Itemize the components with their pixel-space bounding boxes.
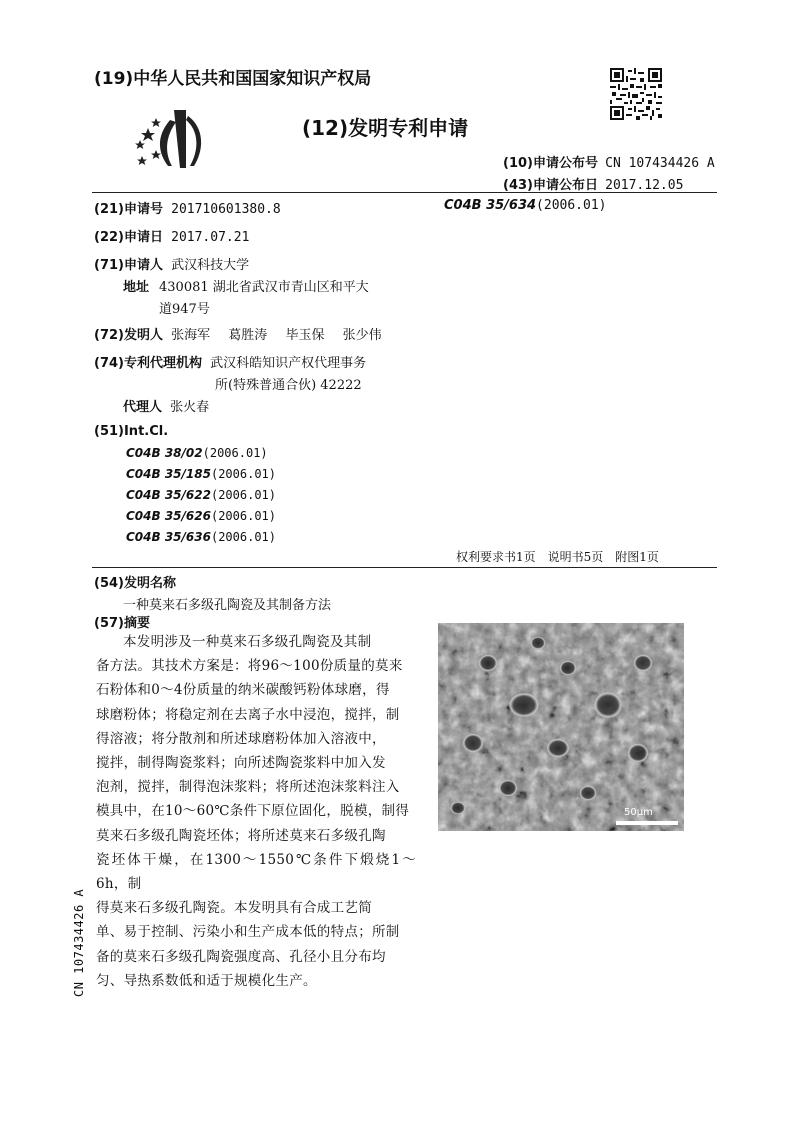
- ipc-main: [444, 198, 607, 213]
- abstract-line: 模具中，在10～60℃条件下原位固化，脱模，制得: [96, 803, 410, 820]
- address-label: 地址: [123, 280, 150, 295]
- applicant-label: (71)申请人: [94, 258, 163, 273]
- publication-date-value: 2017.12.05: [605, 178, 684, 193]
- application-number-value: 201710601380.8: [171, 202, 281, 217]
- application-date-value: 2017.07.21: [171, 230, 250, 245]
- application-number-label: (21)申请号: [94, 202, 163, 217]
- abstract-line: 单、易于控制、污染小和生产成本低的特点；所制: [96, 924, 400, 941]
- abstract-line: 得莫来石多级孔陶瓷。本发明具有合成工艺简: [96, 900, 372, 917]
- abstract-line: 石粉体和0～4份质量的纳米碳酸钙粉体球磨，得: [96, 682, 390, 699]
- publication-date-label: (43)申请公布日: [503, 178, 598, 193]
- inventor-4: 张少伟: [342, 328, 382, 343]
- abstract-line: 备方法。其技术方案是：将96～100份质量的莫来: [96, 658, 403, 675]
- abstract-line: 泡剂，搅拌，制得泡沫浆料；将所述泡沫浆料注入: [96, 779, 400, 796]
- applicant-value: 武汉科技大学: [171, 258, 250, 273]
- abstract-line: 搅拌，制得陶瓷浆料；向所述陶瓷浆料中加入发: [96, 755, 386, 772]
- abstract-label: (57)摘要: [94, 616, 150, 631]
- int-cl-label: (51)Int.Cl.: [94, 424, 169, 439]
- ipc-main-version: (2006.01): [536, 198, 607, 213]
- scale-bar-label: 50μm: [624, 807, 653, 818]
- application-date: [94, 226, 249, 245]
- int-cl-item: C04B 35/622(2006.01): [126, 488, 276, 502]
- agency-label: (74)专利代理机构: [94, 356, 202, 371]
- abstract-line: 匀、导热系数低和适于规模化生产。: [96, 972, 317, 989]
- document-type: (12)发明专利申请: [302, 116, 469, 140]
- invention-title-label: (54)发明名称: [94, 576, 176, 591]
- office-name: (19)中华人民共和国国家知识产权局: [94, 69, 372, 89]
- application-number: [94, 198, 281, 217]
- agent-label: 代理人: [123, 400, 163, 415]
- applicant: [94, 254, 249, 273]
- abstract-line: 莫来石多级孔陶瓷坯体；将所述莫来石多级孔陶: [96, 827, 386, 844]
- header-divider: [92, 192, 717, 193]
- int-cl-item: C04B 35/185(2006.01): [126, 467, 276, 481]
- agency: [94, 352, 366, 371]
- page-count-note: 权利要求书1页 说明书5页 附图1页: [456, 550, 659, 564]
- inventors-label: (72)发明人: [94, 328, 163, 343]
- abstract-line: 球磨粉体；将稳定剂在去离子水中浸泡，搅拌，制: [96, 706, 400, 723]
- qr-code: [610, 68, 662, 120]
- cnipa-logo: [128, 106, 212, 172]
- publication-date: [503, 174, 683, 193]
- int-cl-item: C04B 35/636(2006.01): [126, 530, 276, 544]
- inventor-1: 张海军: [171, 328, 211, 343]
- inventors: [94, 324, 382, 343]
- scale-bar: [616, 821, 678, 825]
- abstract-line: 本发明涉及一种莫来石多级孔陶瓷及其制: [123, 634, 372, 650]
- abstract-line: 备的莫来石多级孔陶瓷强度高、孔径小且分布均: [96, 948, 386, 965]
- abstract-line: 瓷坯体干燥，在1300～1550℃条件下煅烧1～6h，制: [96, 851, 416, 893]
- inventor-2: 葛胜涛: [228, 328, 268, 343]
- address-line-2: 道947号: [159, 302, 210, 317]
- agent-value: 张火春: [170, 400, 210, 415]
- invention-title: 一种莫来石多级孔陶瓷及其制备方法: [123, 598, 332, 613]
- int-cl-item: C04B 35/626(2006.01): [126, 509, 276, 523]
- biblio-divider: [92, 567, 717, 568]
- application-date-label: (22)申请日: [94, 230, 163, 245]
- agency-line-1: 武汉科皓知识产权代理事务: [210, 356, 367, 371]
- publication-number-value: CN 107434426 A: [605, 156, 715, 171]
- abstract-line: 得溶液；将分散剂和所述球磨粉体加入溶液中，: [96, 730, 386, 747]
- agency-line-2: 所(特殊普通合伙) 42222: [215, 378, 362, 393]
- sem-micrograph: [438, 623, 684, 831]
- publication-number: [503, 152, 715, 171]
- micrograph-texture: [438, 623, 684, 831]
- side-publication-number: CN 107434426 A: [72, 888, 86, 997]
- int-cl-item: C04B 38/02(2006.01): [126, 446, 268, 460]
- publication-number-label: (10)申请公布号: [503, 156, 598, 171]
- address-line-1: 430081 湖北省武汉市青山区和平大: [159, 280, 369, 295]
- agent: [123, 396, 209, 415]
- abstract-text: [96, 630, 416, 993]
- inventor-3: 毕玉保: [285, 328, 325, 343]
- ipc-main-code: C04B 35/634: [444, 198, 537, 213]
